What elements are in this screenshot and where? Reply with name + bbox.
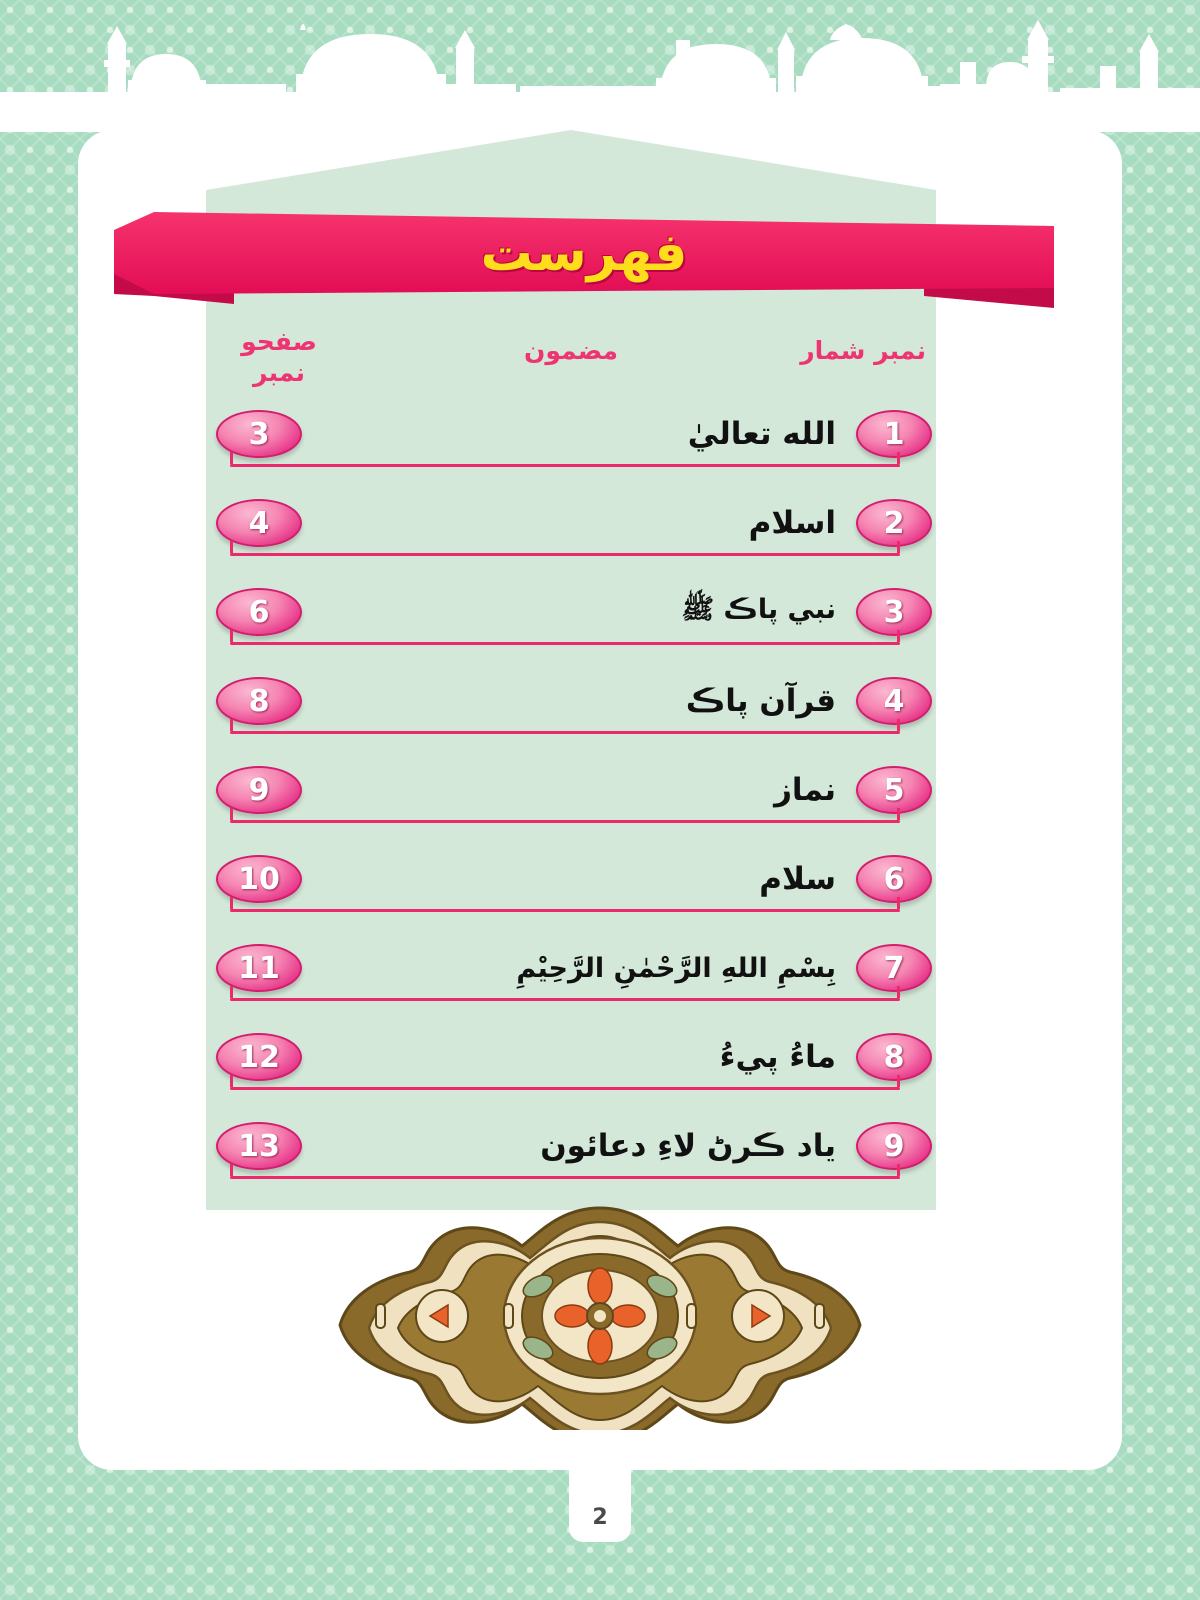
row-index-badge: 9	[856, 1122, 932, 1170]
row-rule	[230, 1176, 900, 1179]
table-row[interactable]	[206, 758, 936, 847]
row-page-badge: 13	[216, 1122, 302, 1170]
row-title: قرآن پاڪ	[685, 683, 836, 719]
row-index-badge: 1	[856, 410, 932, 458]
row-rule	[230, 998, 900, 1001]
row-page-badge: 9	[216, 766, 302, 814]
table-row[interactable]	[206, 936, 936, 1025]
table-row[interactable]	[206, 1025, 936, 1114]
header-subject: مضمون	[524, 336, 618, 365]
header-page	[214, 326, 344, 389]
row-page-badge: 6	[216, 588, 302, 636]
row-index-badge: 6	[856, 855, 932, 903]
table-row[interactable]	[206, 847, 936, 936]
row-title: ياد ڪرڻ لاءِ دعائون	[540, 1128, 836, 1164]
mosque-skyline-icon	[0, 0, 1200, 132]
row-index-badge: 2	[856, 499, 932, 547]
row-index-badge: 8	[856, 1033, 932, 1081]
row-page-badge: 4	[216, 499, 302, 547]
row-rule	[230, 909, 900, 912]
page-number-tab: 2	[569, 1470, 631, 1542]
row-index-badge: 5	[856, 766, 932, 814]
row-index-badge: 4	[856, 677, 932, 725]
row-rule	[230, 820, 900, 823]
row-title: بِسْمِ اللهِ الرَّحْمٰنِ الرَّحِيْمِ	[516, 952, 836, 984]
row-title: سلام	[759, 861, 836, 897]
row-page-badge: 8	[216, 677, 302, 725]
table-row[interactable]	[206, 1114, 936, 1203]
row-page-badge: 10	[216, 855, 302, 903]
row-rule	[230, 642, 900, 645]
row-index-badge: 3	[856, 588, 932, 636]
row-title: الله تعاليٰ	[687, 416, 836, 452]
content-card	[78, 130, 1122, 1470]
page-title: فهرست	[480, 223, 688, 283]
row-page-badge: 12	[216, 1033, 302, 1081]
row-title: نبي پاڪ ﷺ	[681, 594, 836, 625]
row-rule	[230, 553, 900, 556]
title-ribbon	[114, 212, 1054, 322]
table-row[interactable]	[206, 402, 936, 491]
row-title: نماز	[774, 772, 836, 808]
table-row[interactable]	[206, 669, 936, 758]
table-row[interactable]	[206, 491, 936, 580]
header-page-line2: نمبر	[253, 358, 305, 388]
row-page-badge: 3	[216, 410, 302, 458]
row-title: ماءُ پيءُ	[719, 1039, 836, 1075]
row-page-badge: 11	[216, 944, 302, 992]
row-index-badge: 7	[856, 944, 932, 992]
row-title: اسلام	[748, 505, 836, 541]
header-number: نمبر شمار	[800, 336, 926, 365]
table-row[interactable]	[206, 580, 936, 669]
row-rule	[230, 464, 900, 467]
floral-medallion-icon	[290, 1200, 910, 1430]
toc-rows	[206, 402, 936, 1203]
header-page-line1: صفحو	[241, 327, 317, 356]
row-rule	[230, 731, 900, 734]
column-headers	[206, 326, 936, 396]
row-rule	[230, 1087, 900, 1090]
